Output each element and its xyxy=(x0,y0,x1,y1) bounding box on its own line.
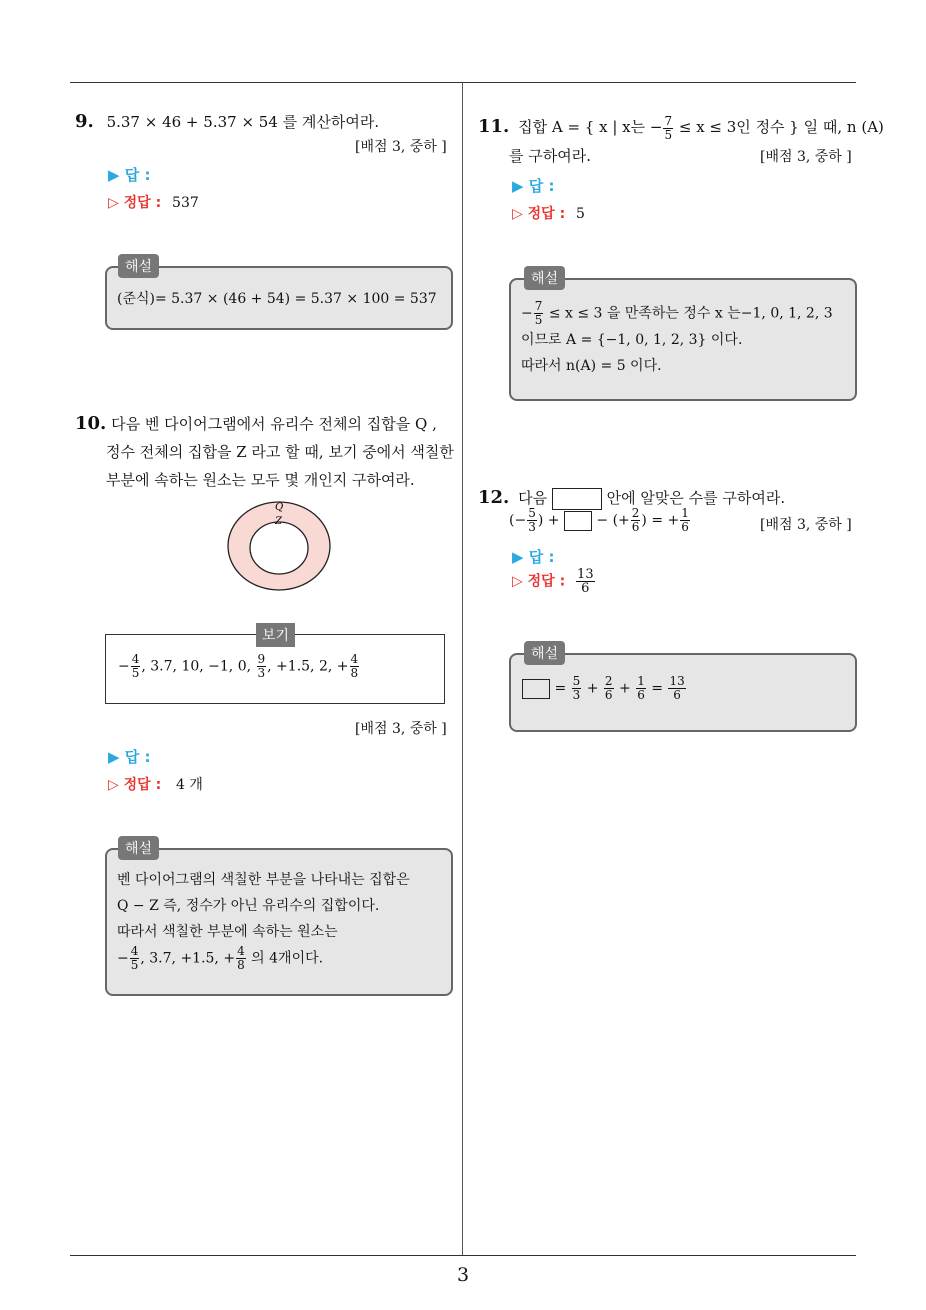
example-values: , +1.5, 2, + xyxy=(267,658,349,675)
solution-text xyxy=(117,867,442,972)
equation: (− $\frac{5}{3}$ ) + − (+ $\frac{2}{6}$ ) = + $\frac{1}{6}$ xyxy=(509,506,689,534)
fraction: $\frac{4}{8}$ xyxy=(350,652,359,680)
correct-answer xyxy=(108,774,203,794)
solution-line: − $\frac{7}{5}$ ≤ x ≤ 3 을 만족하는 정수 x 는−1, 0, 1, 2, 3 xyxy=(521,299,833,327)
venn-inner-set-z xyxy=(250,522,308,574)
footer-rule xyxy=(70,1255,856,1256)
solution-tag: 해설 xyxy=(524,266,565,290)
question-number: 12. xyxy=(478,487,510,508)
page-number: 3 xyxy=(456,1264,470,1286)
correct-answer-value: 4 개 xyxy=(176,777,203,793)
solution-tag: 해설 xyxy=(524,641,565,665)
question-text-line: 부분에 속하는 원소는 모두 몇 개인지 구하여라. xyxy=(106,471,415,489)
solution-line: 벤 다이어그램의 색칠한 부분을 나타내는 집합은 xyxy=(117,872,410,888)
question-text-line: 다음 벤 다이어그램에서 유리수 전체의 집합을 Q , xyxy=(111,415,437,433)
solution-text xyxy=(521,300,851,379)
answer-input-label[interactable]: ▶ 답 : xyxy=(108,166,151,184)
answer-input-label[interactable]: ▶ 답 : xyxy=(512,548,555,566)
solution-tag: 해설 xyxy=(118,836,159,860)
answer-input-label[interactable]: ▶ 답 : xyxy=(512,177,555,195)
correct-answer xyxy=(108,192,199,212)
correct-answer-label: ▷ 정답 : xyxy=(108,195,162,211)
fraction: $\frac{7}{5}$ xyxy=(664,113,673,142)
question-text: 다음 xyxy=(518,489,548,507)
question-text-line: 를 구하여라. xyxy=(509,147,591,165)
correct-answer-fraction: $\frac{13}{6}$ xyxy=(577,567,594,596)
question-text: 5.37 × 46 + 5.37 × 54 를 계산하여라. xyxy=(106,113,380,131)
question-10 xyxy=(75,410,460,494)
question-9 xyxy=(75,108,379,136)
question-11 xyxy=(478,113,884,142)
correct-answer xyxy=(512,568,596,595)
example-values: , 3.7, 10, −1, 0, xyxy=(141,658,256,675)
venn-label-z: Z xyxy=(275,516,282,527)
solution-tag: 해설 xyxy=(118,254,159,278)
correct-answer-label: ▷ 정답 : xyxy=(512,206,566,222)
solution-text: (준식)= 5.37 × (46 + 54) = 5.37 × 100 = 537 xyxy=(117,291,437,307)
question-number: 10. xyxy=(75,413,107,434)
correct-answer xyxy=(512,203,585,223)
example-items xyxy=(118,653,360,680)
solution-line: 따라서 색칠한 부분에 속하는 원소는 xyxy=(117,924,338,940)
score-meta: [배점 3, 중하 ] xyxy=(355,139,447,155)
fraction: $\frac{4}{5}$ xyxy=(131,652,140,680)
question-number: 9. xyxy=(75,111,94,132)
score-meta: [배점 3, 중하 ] xyxy=(760,517,852,533)
answer-input-label[interactable]: ▶ 답 : xyxy=(108,748,151,766)
solution-line: Q − Z 즉, 정수가 아닌 유리수의 집합이다. xyxy=(117,898,380,914)
sign: − xyxy=(118,658,130,675)
question-number: 11. xyxy=(478,116,510,137)
question-text: 안에 알맞은 수를 구하여라. xyxy=(606,489,786,507)
blank-box xyxy=(564,511,592,531)
solution-line: 따라서 n(A) = 5 이다. xyxy=(521,358,662,374)
solution-line: 이므로 A = {−1, 0, 1, 2, 3} 이다. xyxy=(521,332,743,348)
header-rule xyxy=(70,82,856,83)
score-meta: [배점 3, 중하 ] xyxy=(355,721,447,737)
question-text: 집합 A = { x | x는 − xyxy=(518,118,663,136)
correct-answer-value: 5 xyxy=(576,206,585,222)
score-meta: [배점 3, 중하 ] xyxy=(760,149,852,165)
fraction: $\frac{9}{3}$ xyxy=(257,652,266,680)
solution-equation: = $\frac{5}{3}$ + $\frac{2}{6}$ + $\frac{1}{6}$ = $\frac{13}{6}$ xyxy=(522,675,687,702)
solution-line: − $\frac{4}{5}$ , 3.7, +1.5, + $\frac{4}{8}$ 의 4개이다. xyxy=(117,944,324,972)
venn-diagram xyxy=(222,496,342,596)
column-divider xyxy=(462,82,463,1255)
correct-answer-label: ▷ 정답 : xyxy=(108,777,162,793)
correct-answer-value: 537 xyxy=(172,195,199,211)
venn-label-q: Q xyxy=(275,502,284,513)
correct-answer-label: ▷ 정답 : xyxy=(512,573,566,590)
blank-box xyxy=(522,679,550,699)
question-text-line: 정수 전체의 집합을 Z 라고 할 때, 보기 중에서 색칠한 xyxy=(106,443,454,461)
question-text: ≤ x ≤ 3인 정수 } 일 때, n (A) xyxy=(674,118,884,136)
example-tag: 보기 xyxy=(256,623,295,647)
